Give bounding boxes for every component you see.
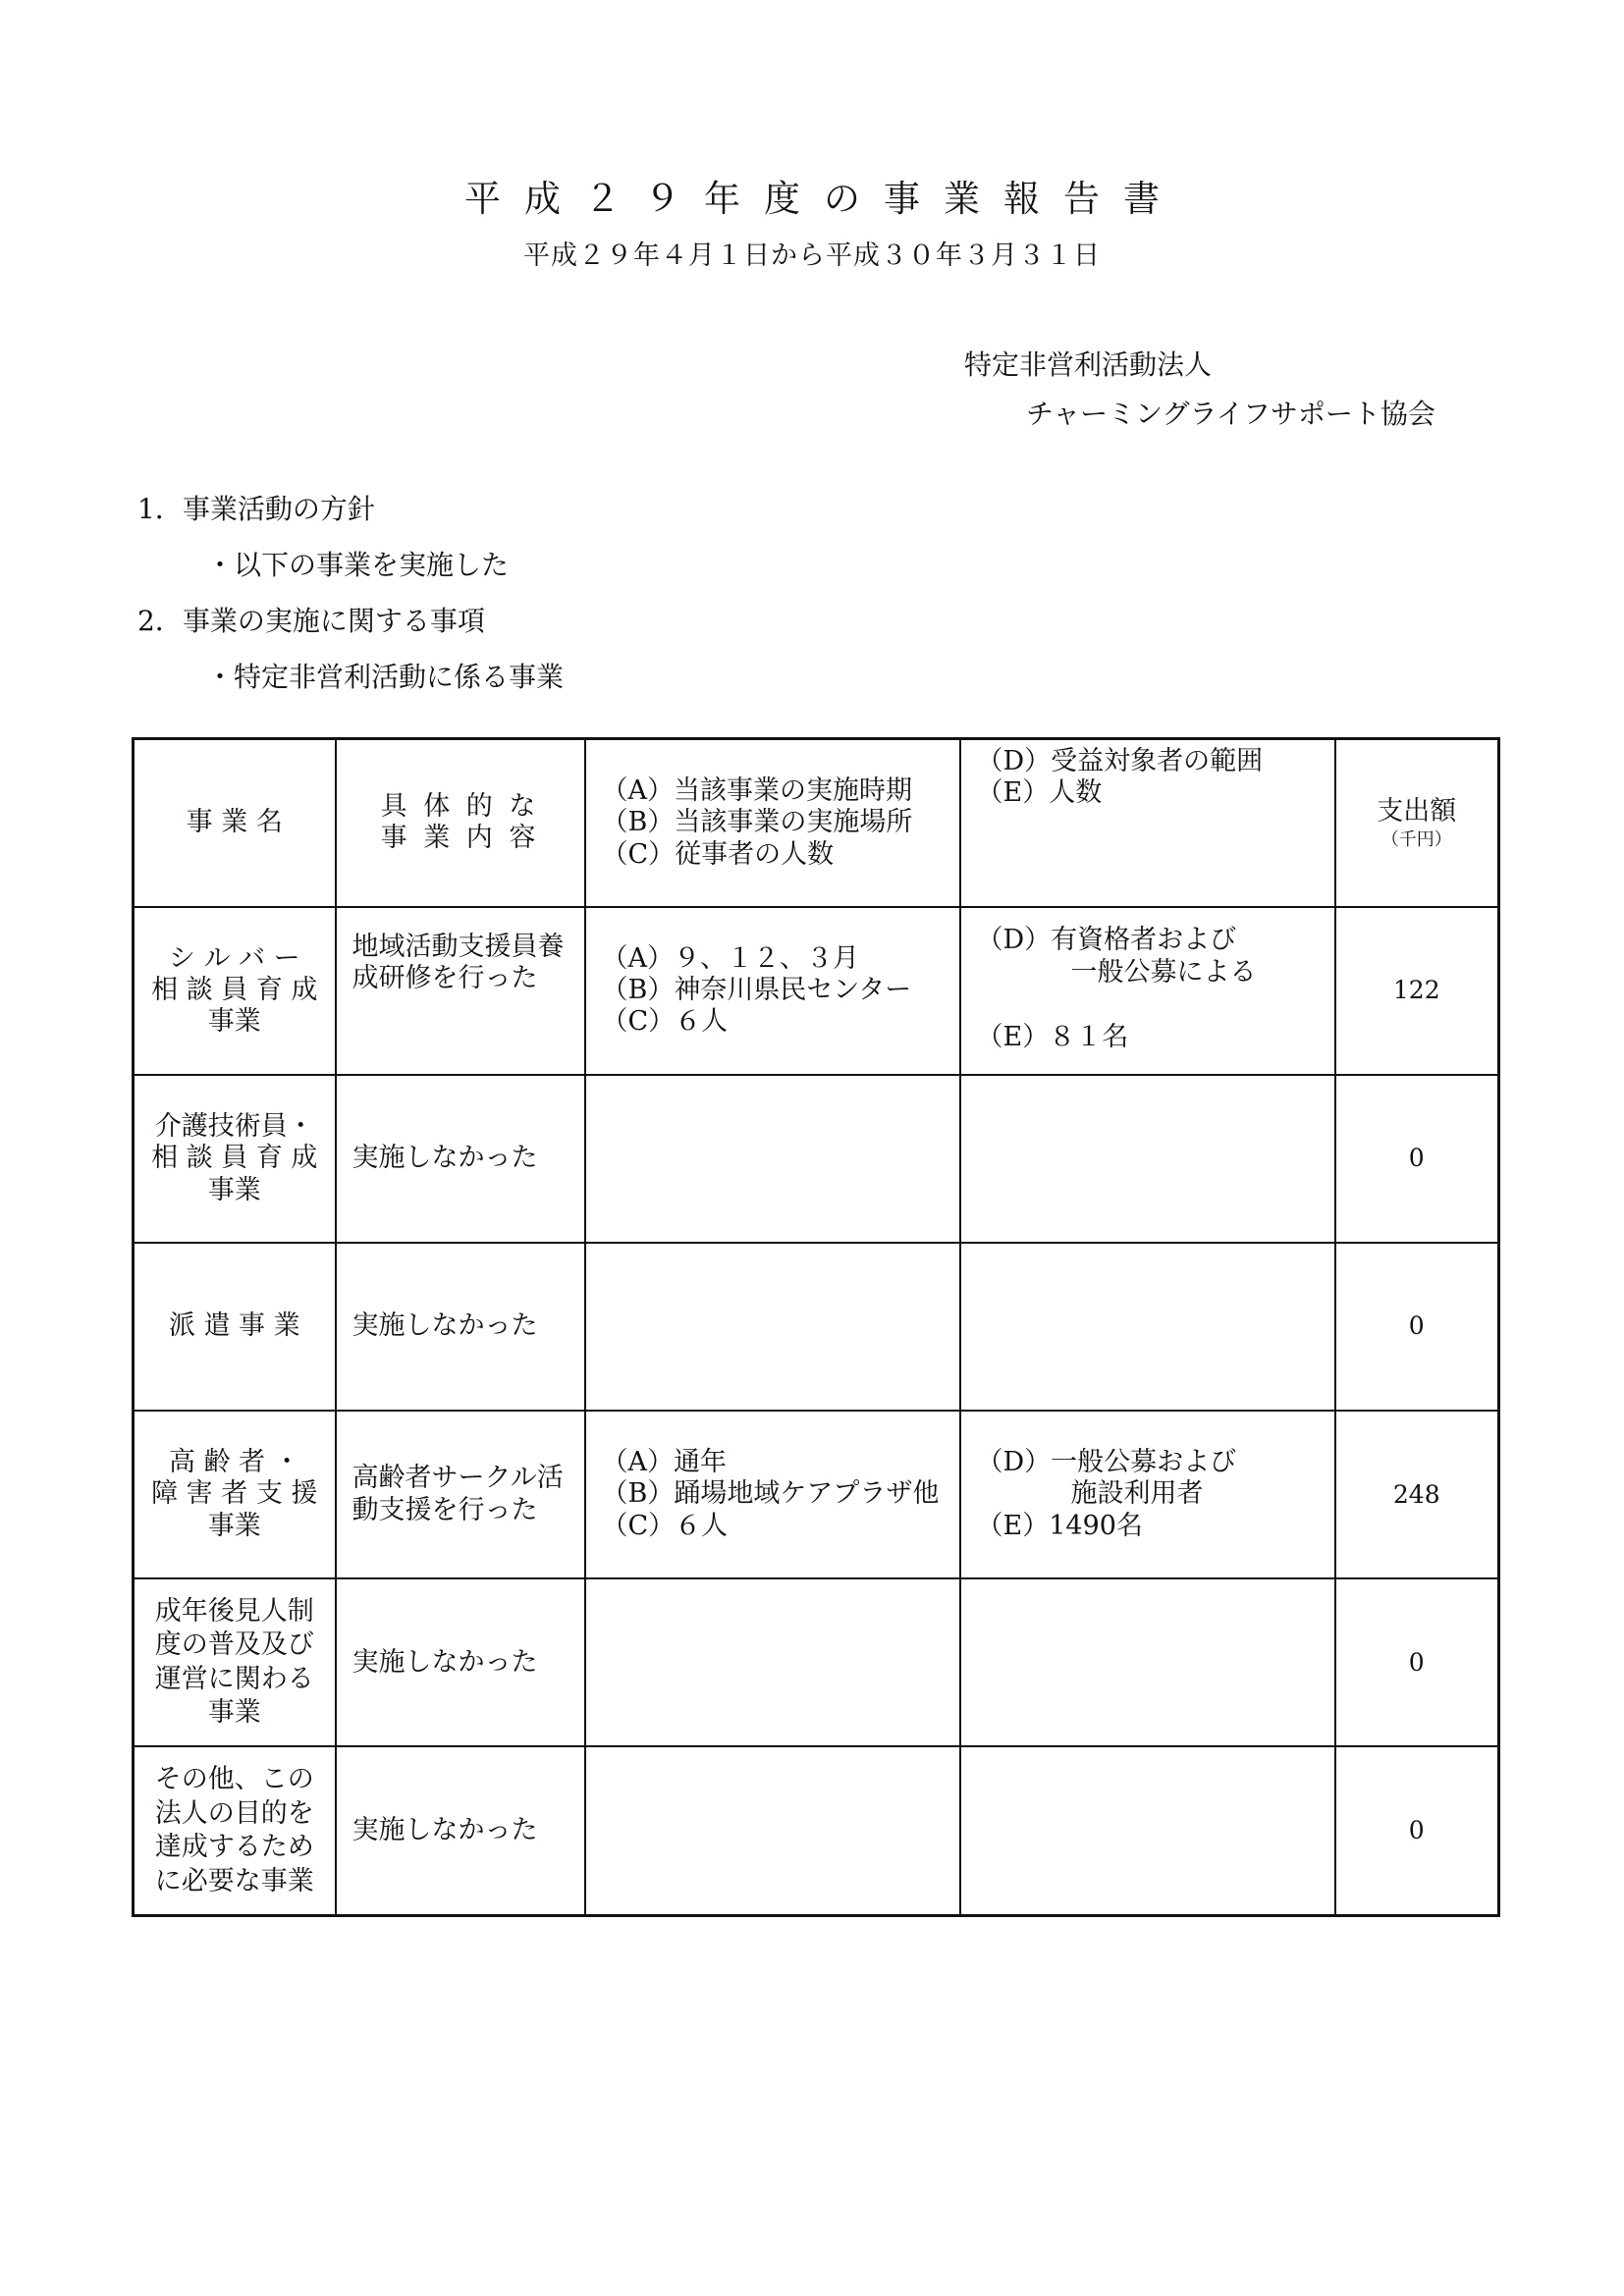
header-amount-label: 支出額 bbox=[1377, 796, 1457, 828]
row-abc bbox=[585, 907, 960, 1075]
content-text: 地域活動支援員養成研修を行った bbox=[352, 931, 565, 994]
name-line: 事業 bbox=[207, 1697, 261, 1729]
section-2-item: ・特定非営利活動に係る事業 bbox=[206, 661, 565, 693]
header-d: （D）受益対象者の範囲 bbox=[976, 746, 1264, 776]
section-1-item: ・以下の事業を実施した bbox=[206, 549, 510, 581]
section-2-heading: 2．事業の実施に関する事項 bbox=[137, 605, 485, 637]
table-row bbox=[134, 907, 1499, 1075]
row-de bbox=[960, 1746, 1335, 1915]
row-d: （D）有資格者および bbox=[976, 924, 1237, 955]
header-a: （A）当該事業の実施時期 bbox=[601, 774, 912, 806]
name-line: 運営に関わる bbox=[154, 1663, 314, 1694]
row-de bbox=[960, 907, 1335, 1075]
business-report-table bbox=[132, 737, 1500, 1917]
row-d-cont: 施設利用者 bbox=[1070, 1478, 1204, 1510]
row-abc bbox=[585, 1411, 960, 1578]
row-c: （C）６人 bbox=[601, 1006, 729, 1038]
name-line: 相 談 員 育 成 bbox=[151, 1143, 318, 1174]
row-d: （D）一般公募および bbox=[976, 1447, 1237, 1478]
row-amount: 0 bbox=[1335, 1075, 1499, 1243]
content-text: 高齢者サークル活動支援を行った bbox=[352, 1463, 564, 1525]
row-de bbox=[960, 1075, 1335, 1243]
name-line: その他、この bbox=[154, 1764, 314, 1795]
organization-name: チャーミングライフサポート協会 bbox=[1026, 398, 1435, 430]
name-line: 度の普及及び bbox=[154, 1629, 314, 1661]
name-line: シ ル バ ー bbox=[168, 942, 300, 974]
row-c: （C）６人 bbox=[601, 1510, 729, 1541]
row-a: （A）９、１２、３月 bbox=[601, 942, 859, 974]
header-amount bbox=[1335, 739, 1499, 907]
row-business-name bbox=[134, 1411, 336, 1578]
row-abc bbox=[585, 1578, 960, 1746]
row-abc bbox=[585, 1075, 960, 1243]
row-business-name bbox=[134, 1075, 336, 1243]
name-line: に必要な事業 bbox=[154, 1865, 314, 1896]
name-line: 事業 bbox=[207, 1174, 261, 1205]
row-amount: 248 bbox=[1335, 1411, 1499, 1578]
row-d-cont: 一般公募による bbox=[1070, 957, 1257, 988]
header-content-line1: 具 体 的 な bbox=[380, 790, 540, 822]
header-b: （B）当該事業の実施場所 bbox=[601, 807, 913, 838]
organization-type: 特定非営利活動法人 bbox=[964, 348, 1213, 381]
name-line: 達成するため bbox=[154, 1832, 314, 1863]
report-period: 平成２９年４月１日から平成３０年３月３１日 bbox=[523, 240, 1101, 271]
row-business-name bbox=[134, 1746, 336, 1915]
row-business-name bbox=[134, 1243, 336, 1411]
header-business-name bbox=[134, 739, 336, 907]
name-line: 障 害 者 支 援 bbox=[151, 1478, 318, 1510]
table-row bbox=[134, 1075, 1499, 1243]
row-abc bbox=[585, 1746, 960, 1915]
row-e: （E）1490名 bbox=[976, 1510, 1143, 1541]
name-line: 派 遣 事 業 bbox=[168, 1310, 300, 1342]
name-line: 事業 bbox=[207, 1510, 261, 1541]
row-de bbox=[960, 1411, 1335, 1578]
row-b: （B）神奈川県民センター bbox=[601, 975, 912, 1006]
name-line: 相 談 員 育 成 bbox=[151, 975, 318, 1006]
row-amount: 122 bbox=[1335, 907, 1499, 1075]
row-abc bbox=[585, 1243, 960, 1411]
table-row bbox=[134, 1411, 1499, 1578]
name-line: 法人の目的を bbox=[154, 1797, 314, 1829]
row-b: （B）踊場地域ケアプラザ他 bbox=[601, 1478, 940, 1510]
name-line: 高 齢 者 ・ bbox=[168, 1447, 300, 1478]
header-c: （C）従事者の人数 bbox=[601, 838, 835, 870]
row-business-content bbox=[336, 907, 585, 1075]
row-de bbox=[960, 1243, 1335, 1411]
header-de bbox=[960, 739, 1335, 907]
header-e: （E）人数 bbox=[976, 777, 1103, 809]
name-line: 介護技術員・ bbox=[154, 1110, 314, 1142]
table-row bbox=[134, 1243, 1499, 1411]
document-title: 平成２９年度の事業報告書 bbox=[464, 178, 1183, 220]
row-business-content bbox=[336, 1411, 585, 1578]
row-a: （A）通年 bbox=[601, 1447, 727, 1478]
name-line: 事業 bbox=[207, 1006, 261, 1038]
section-1-heading: 1．事業活動の方針 bbox=[137, 493, 375, 525]
header-business-content bbox=[336, 739, 585, 907]
table-row bbox=[134, 1746, 1499, 1915]
row-de bbox=[960, 1578, 1335, 1746]
row-amount: 0 bbox=[1335, 1578, 1499, 1746]
table-header-row bbox=[134, 739, 1499, 907]
row-e: （E）８１名 bbox=[976, 1022, 1129, 1053]
row-business-content: 実施しなかった bbox=[336, 1578, 585, 1746]
row-business-content: 実施しなかった bbox=[336, 1243, 585, 1411]
header-amount-unit: （千円） bbox=[1380, 829, 1452, 851]
name-line: 成年後見人制 bbox=[154, 1595, 314, 1627]
header-content-line2: 事 業 内 容 bbox=[380, 823, 540, 854]
row-amount: 0 bbox=[1335, 1746, 1499, 1915]
table-row bbox=[134, 1578, 1499, 1746]
row-business-name bbox=[134, 907, 336, 1075]
header-abc bbox=[585, 739, 960, 907]
row-amount: 0 bbox=[1335, 1243, 1499, 1411]
row-business-content: 実施しなかった bbox=[336, 1746, 585, 1915]
row-business-content: 実施しなかった bbox=[336, 1075, 585, 1243]
header-name-label: 事 業 名 bbox=[186, 807, 283, 838]
row-business-name bbox=[134, 1578, 336, 1746]
